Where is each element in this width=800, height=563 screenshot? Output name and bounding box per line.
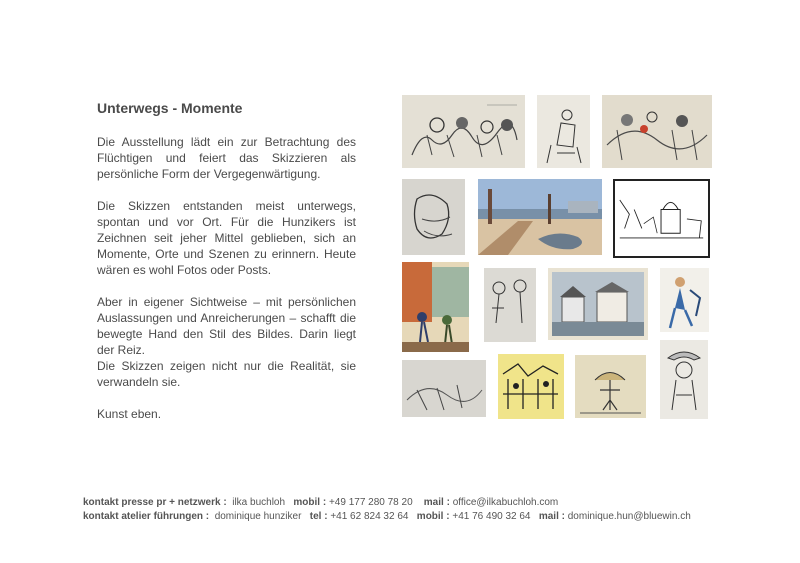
footer-press-mobil: +49 177 280 78 20 [328, 497, 413, 508]
footer-atelier-name: dominique hunziker [214, 511, 302, 522]
footer-atelier-mail-label: mail : [538, 511, 565, 522]
page-title: Unterwegs - Momente [97, 100, 243, 116]
sketch-crowd [402, 360, 486, 417]
paragraph-style: Aber in eigener Sichtweise – mit persönlichen Auslassungen und Anreicherungen – schafft die bewegte Hand den Stil des Bildes. Darin liegt der Reiz. [97, 295, 356, 357]
sketch-figures-umbrella [575, 355, 646, 418]
painting-dancers [660, 268, 709, 332]
footer-atelier-mobil-label: mobil : [416, 511, 450, 522]
sketch-two-figures [484, 268, 536, 342]
sketch-seated-figure [537, 95, 590, 168]
footer-press-mail[interactable]: office@ilkabuchloh.com [452, 497, 559, 508]
paragraph-intro: Die Ausstellung lädt ein zur Betrachtung des Flüchtigen und feiert das Skizzieren als persönliche Form der Vergegenwärtigung. [97, 135, 356, 181]
painting-harbour-street [478, 179, 602, 255]
sketch-domed-city [613, 179, 710, 258]
footer-atelier-tel-label: tel : [309, 511, 328, 522]
sketch-resting-woman [402, 179, 465, 255]
footer-atelier-tel: +41 62 824 32 64 [330, 511, 409, 522]
footer-press-label: kontakt presse pr + netzwerk : [83, 497, 227, 508]
painting-street-figures [402, 262, 469, 352]
footer-press-mobil-label: mobil : [293, 497, 327, 508]
footer-atelier-label: kontakt atelier führungen : [83, 511, 210, 522]
footer-atelier-mobil: +41 76 490 32 64 [452, 511, 531, 522]
painting-snowy-houses [548, 268, 648, 340]
paragraph-reality: Die Skizzen zeigen nicht nur die Realität, sie verwandeln sie. [97, 359, 356, 389]
sketch-cafe-scene [402, 95, 525, 168]
paragraph-closing: Kunst eben. [97, 407, 162, 421]
footer-press-name: ilka buchloh [232, 497, 286, 508]
footer-atelier-mail[interactable]: dominique.hun@bluewin.ch [567, 511, 691, 522]
footer-contact-press [83, 497, 558, 508]
sketch-reclining-figure [660, 340, 708, 419]
intro-text [97, 134, 356, 438]
paragraph-origin: Die Skizzen entstanden meist unterwegs, spontan und vor Ort. Für die Hunzikers ist Zeichnen seit jeher Mittel geblieben, sich an Momente, Orte und Szenen zu erinnern. Heute wären es wohl Fotos oder Posts. [97, 199, 356, 277]
footer-contact-atelier [83, 511, 691, 522]
sketch-group-table [602, 95, 712, 168]
footer-press-mail-label: mail : [423, 497, 450, 508]
sketch-yellow-market [498, 354, 564, 419]
